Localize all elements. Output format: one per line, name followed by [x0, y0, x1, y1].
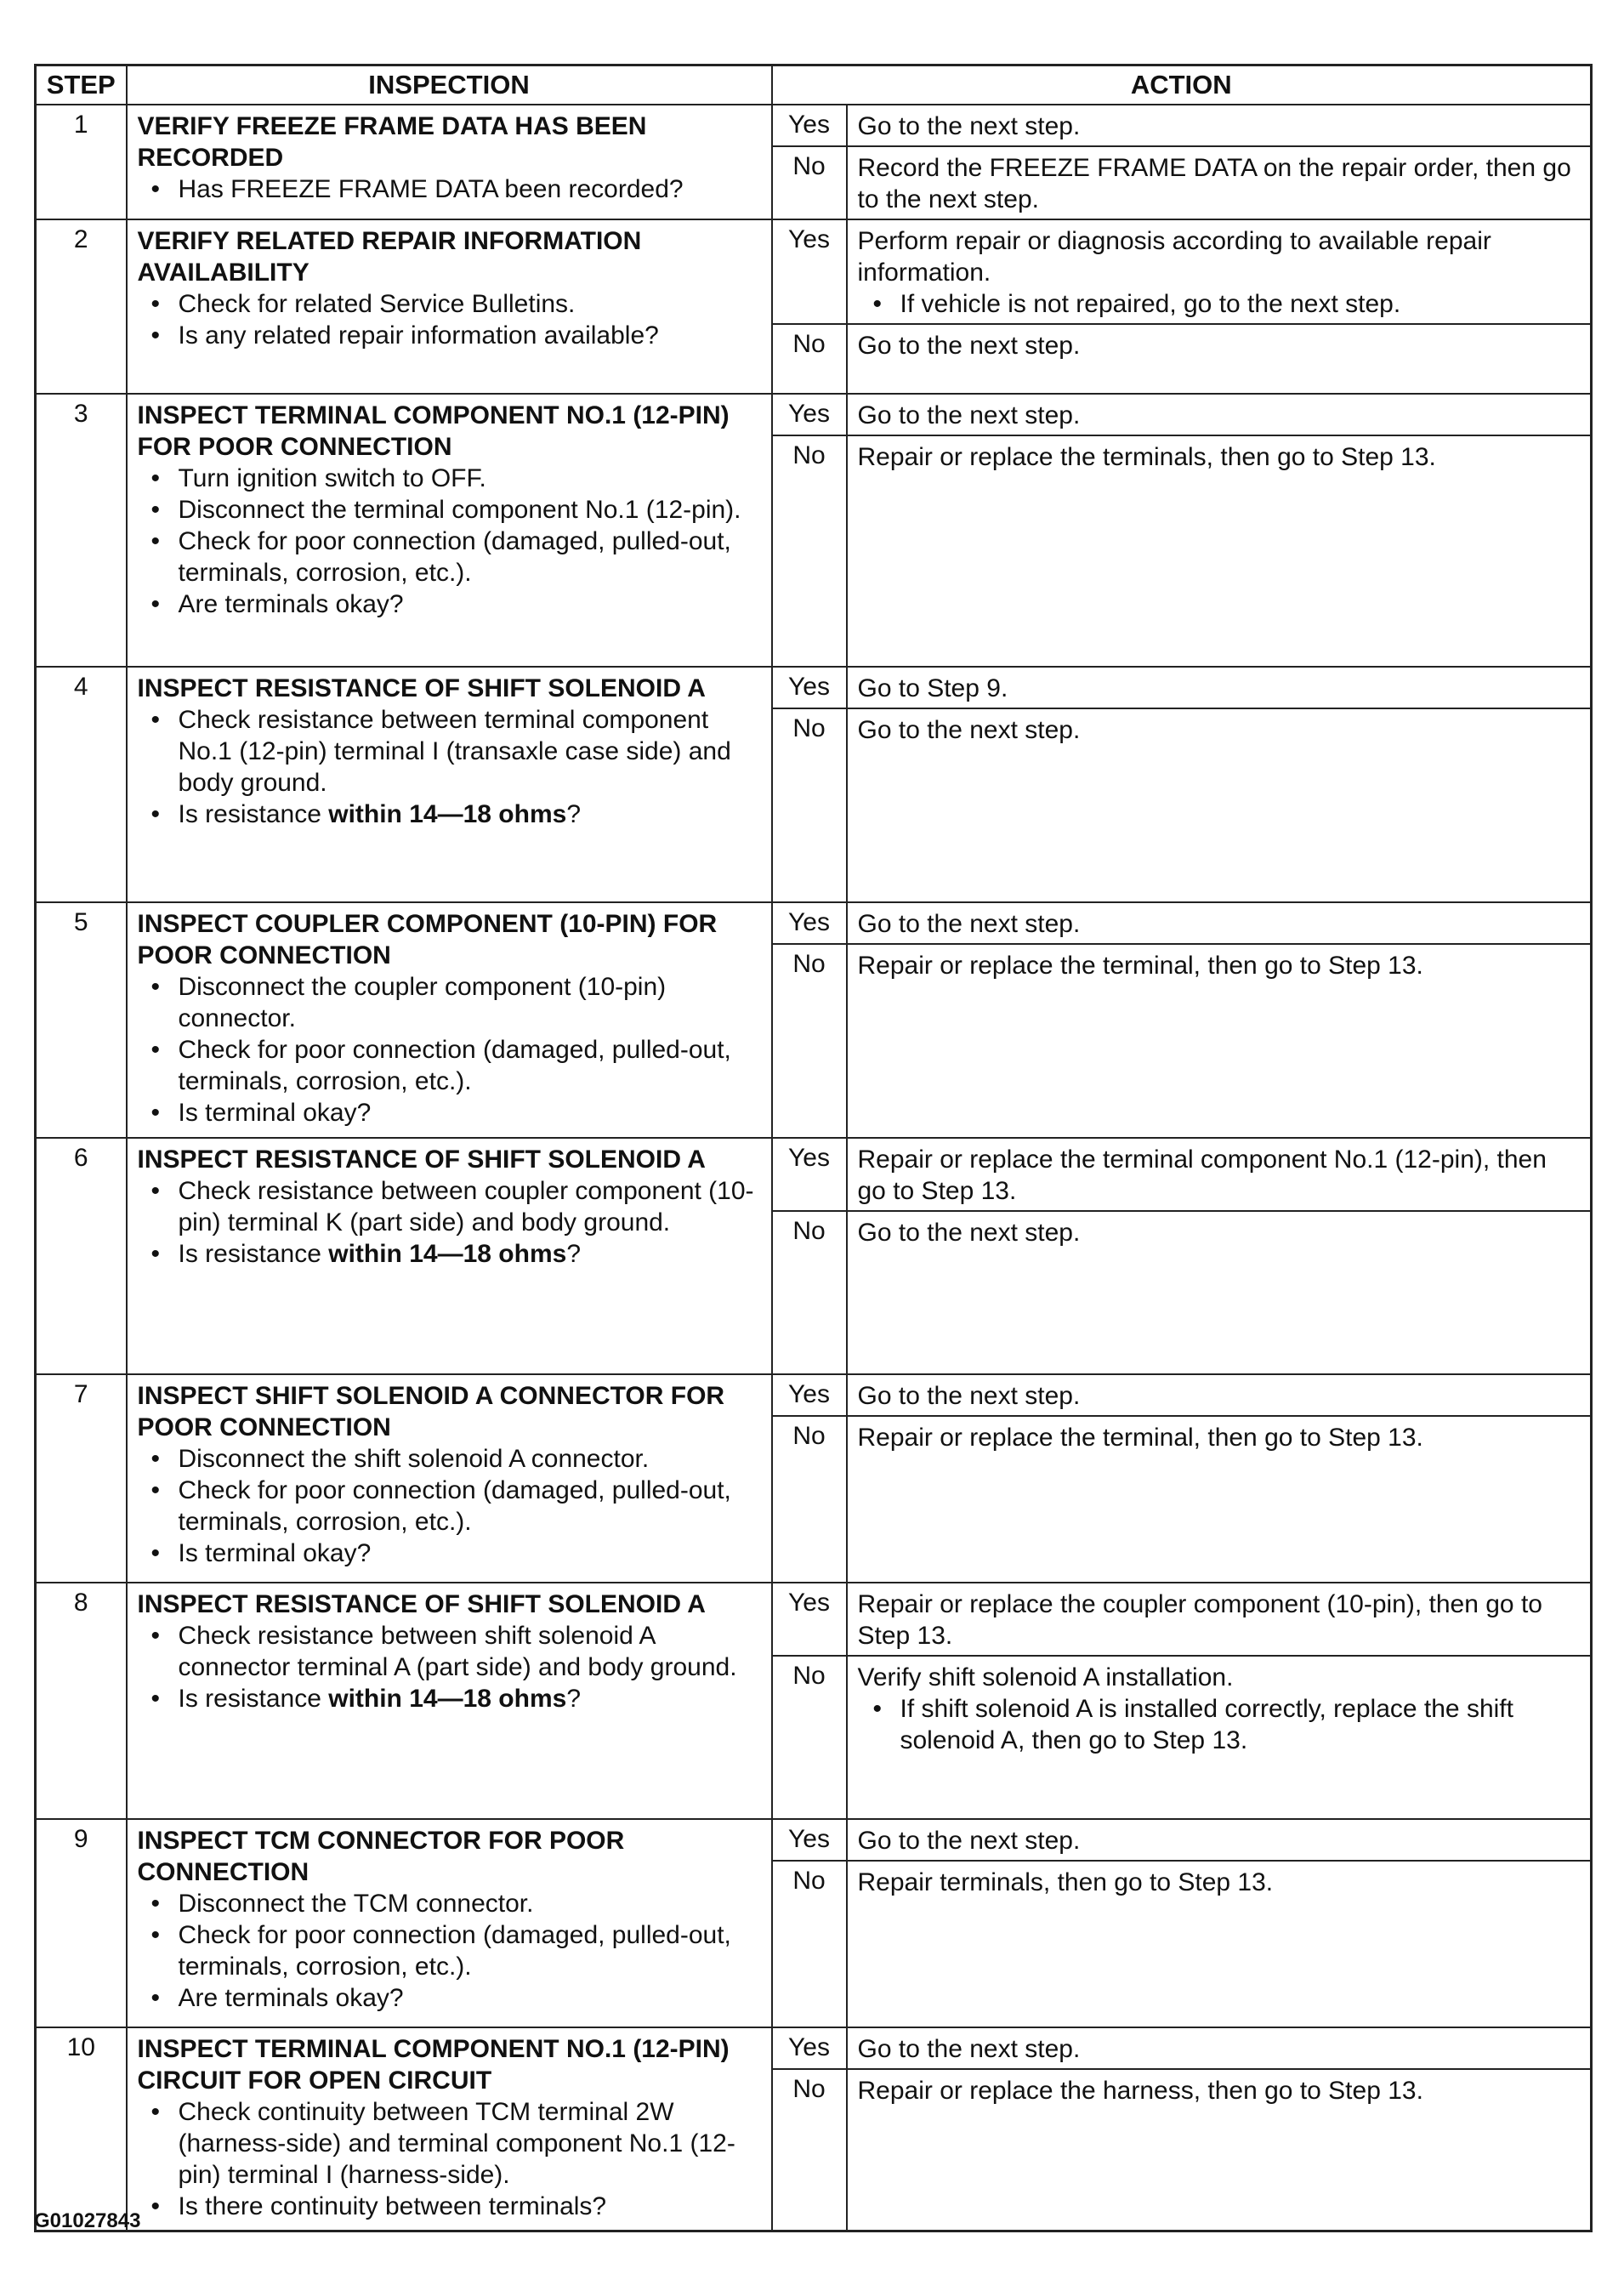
inspection-bullets	[138, 1443, 763, 1569]
inspection-bullets	[138, 173, 763, 205]
bullet-text: Turn ignition switch to OFF.	[178, 464, 486, 492]
inspection-title: INSPECT TERMINAL COMPONENT NO.1 (12-PIN) FOR POOR CONNECTION	[137, 401, 730, 461]
action-text: Go to the next step.	[857, 332, 1081, 360]
answer-yes: Yes	[772, 902, 847, 944]
table-row	[36, 2027, 1592, 2069]
action-text: Go to the next step.	[857, 1219, 1081, 1247]
inspection-bullet	[138, 1982, 763, 2014]
table-row	[36, 105, 1592, 146]
action-yes	[847, 1819, 1592, 1861]
inspection-cell	[127, 667, 772, 902]
inspection-bullet	[138, 1097, 763, 1128]
step-number: 9	[36, 1819, 127, 2027]
action-no	[847, 1656, 1592, 1819]
inspection-title: VERIFY FREEZE FRAME DATA HAS BEEN RECORDED	[137, 112, 647, 172]
inspection-cell	[127, 394, 772, 667]
inspection-title: INSPECT TCM CONNECTOR FOR POOR CONNECTION	[137, 1827, 625, 1886]
inspection-bullet	[138, 1443, 763, 1475]
action-yes	[847, 219, 1592, 324]
action-no	[847, 1416, 1592, 1583]
action-text: Repair or replace the terminals, then go to Step 13.	[857, 443, 1436, 471]
action-text: Perform repair or diagnosis according to available repair information.	[857, 227, 1491, 287]
bullet-text: Check for poor connection (damaged, pulled-out, terminals, corrosion, etc.).	[178, 1921, 731, 1981]
answer-yes: Yes	[772, 219, 847, 324]
action-text: Go to the next step.	[857, 401, 1081, 429]
action-yes	[847, 1583, 1592, 1656]
inspection-bullet	[138, 173, 763, 205]
answer-yes: Yes	[772, 105, 847, 146]
inspection-title: VERIFY RELATED REPAIR INFORMATION AVAILABILITY	[137, 227, 642, 287]
inspection-bullet	[138, 1475, 763, 1538]
answer-yes: Yes	[772, 2027, 847, 2069]
action-yes	[847, 394, 1592, 435]
answer-no: No	[772, 1656, 847, 1819]
bullet-text: Check resistance between terminal component No.1 (12-pin) terminal I (transaxle case side) and body ground.	[178, 706, 731, 797]
inspection-cell	[127, 219, 772, 394]
inspection-title: INSPECT SHIFT SOLENOID A CONNECTOR FOR POOR CONNECTION	[137, 1382, 725, 1441]
bullet-text: Check continuity between TCM terminal 2W (harness-side) and terminal component No.1 (12-pin) terminal I (harness-side).	[178, 2098, 735, 2189]
bullet-suffix: ?	[566, 1685, 581, 1713]
bullet-text: Disconnect the TCM connector.	[178, 1890, 534, 1918]
inspection-title: INSPECT RESISTANCE OF SHIFT SOLENOID A	[137, 1590, 706, 1618]
inspection-bullets	[138, 971, 763, 1128]
bullet-suffix: ?	[566, 800, 581, 828]
inspection-cell	[127, 2027, 772, 2231]
bullet-text: Check resistance between coupler component (10-pin) terminal K (part side) and body ground.	[178, 1177, 754, 1236]
bullet-text: Is terminal okay?	[178, 1099, 372, 1127]
inspection-bullet	[138, 1175, 763, 1238]
action-text: Go to the next step.	[857, 2035, 1081, 2063]
answer-no: No	[772, 1211, 847, 1374]
inspection-bullets	[138, 1620, 763, 1714]
bullet-text: Is any related repair information available?	[178, 321, 659, 350]
action-bullets	[858, 288, 1582, 320]
table-row	[36, 1374, 1592, 1416]
action-no	[847, 944, 1592, 1138]
action-text: Record the FREEZE FRAME DATA on the repair order, then go to the next step.	[857, 154, 1571, 213]
step-number: 7	[36, 1374, 127, 1583]
inspection-bullet	[138, 1238, 763, 1270]
header-step: STEP	[36, 65, 127, 105]
table-row	[36, 1819, 1592, 1861]
inspection-cell	[127, 105, 772, 219]
action-text: Go to the next step.	[857, 716, 1081, 744]
inspection-bullet	[138, 288, 763, 320]
answer-yes: Yes	[772, 1374, 847, 1416]
table-row	[36, 667, 1592, 708]
bullet-emphasis: within 14—18 ohms	[328, 1240, 567, 1268]
action-yes	[847, 105, 1592, 146]
action-text: Go to Step 9.	[857, 674, 1008, 702]
answer-no: No	[772, 1861, 847, 2027]
table-row	[36, 902, 1592, 944]
inspection-bullet	[138, 1919, 763, 1982]
step-number: 6	[36, 1138, 127, 1374]
bullet-text: Disconnect the shift solenoid A connector.	[178, 1445, 650, 1473]
bullet-text: Is terminal okay?	[178, 1539, 372, 1567]
action-text: Repair or replace the coupler component (10-pin), then go to Step 13.	[857, 1590, 1542, 1650]
inspection-bullets	[138, 2096, 763, 2222]
bullet-text: Is resistance	[178, 1685, 329, 1713]
inspection-bullet	[138, 588, 763, 620]
inspection-bullet	[138, 463, 763, 494]
action-yes	[847, 667, 1592, 708]
step-number: 5	[36, 902, 127, 1138]
answer-yes: Yes	[772, 1583, 847, 1656]
inspection-title: INSPECT COUPLER COMPONENT (10-PIN) FOR POOR CONNECTION	[137, 910, 718, 969]
answer-no: No	[772, 708, 847, 902]
bullet-text: Check resistance between shift solenoid A connector terminal A (part side) and body ground.	[178, 1622, 737, 1681]
bullet-text: Are terminals okay?	[178, 590, 404, 618]
bullet-text: Check for related Service Bulletins.	[178, 290, 576, 318]
action-no	[847, 1861, 1592, 2027]
bullet-text: Check for poor connection (damaged, pulled-out, terminals, corrosion, etc.).	[178, 1036, 731, 1095]
action-text: Go to the next step.	[857, 1382, 1081, 1410]
inspection-bullet	[138, 1034, 763, 1097]
action-no	[847, 2069, 1592, 2231]
answer-no: No	[772, 2069, 847, 2231]
bullet-suffix: ?	[566, 1240, 581, 1268]
action-no	[847, 435, 1592, 667]
inspection-cell	[127, 1138, 772, 1374]
action-text: Go to the next step.	[857, 112, 1081, 140]
bullet-text: Is resistance	[178, 1240, 329, 1268]
answer-yes: Yes	[772, 1138, 847, 1211]
table-row	[36, 394, 1592, 435]
inspection-bullets	[138, 704, 763, 830]
action-yes	[847, 2027, 1592, 2069]
bullet-text: Is there continuity between terminals?	[178, 2192, 607, 2220]
bullet-text: Are terminals okay?	[178, 1984, 404, 2012]
bullet-text: Disconnect the terminal component No.1 (12-pin).	[178, 496, 741, 524]
answer-no: No	[772, 146, 847, 219]
answer-no: No	[772, 1416, 847, 1583]
action-no	[847, 324, 1592, 394]
action-text: Repair or replace the harness, then go to Step 13.	[857, 2077, 1423, 2105]
answer-no: No	[772, 435, 847, 667]
inspection-title: INSPECT RESISTANCE OF SHIFT SOLENOID A	[137, 674, 706, 702]
action-yes	[847, 1138, 1592, 1211]
step-number: 4	[36, 667, 127, 902]
action-yes	[847, 1374, 1592, 1416]
bullet-text: Check for poor connection (damaged, pulled-out, terminals, corrosion, etc.).	[178, 527, 731, 587]
bullet-text: Is resistance	[178, 800, 329, 828]
bullet-text: Check for poor connection (damaged, pulled-out, terminals, corrosion, etc.).	[178, 1476, 731, 1536]
inspection-cell	[127, 1374, 772, 1583]
action-text: Repair terminals, then go to Step 13.	[857, 1868, 1274, 1896]
action-no	[847, 146, 1592, 219]
inspection-bullet	[138, 494, 763, 526]
inspection-cell	[127, 1583, 772, 1819]
inspection-bullets	[138, 288, 763, 351]
table-row	[36, 219, 1592, 324]
inspection-bullet	[138, 1620, 763, 1683]
answer-yes: Yes	[772, 1819, 847, 1861]
inspection-bullets	[138, 1888, 763, 2014]
inspection-bullet	[138, 2191, 763, 2222]
table-row	[36, 1583, 1592, 1656]
inspection-title: INSPECT RESISTANCE OF SHIFT SOLENOID A	[137, 1146, 706, 1174]
figure-code: G01027843	[34, 2209, 141, 2232]
answer-no: No	[772, 944, 847, 1138]
action-text: Repair or replace the terminal, then go to Step 13.	[857, 952, 1423, 980]
action-text: Go to the next step.	[857, 1827, 1081, 1855]
inspection-title: INSPECT TERMINAL COMPONENT NO.1 (12-PIN) CIRCUIT FOR OPEN CIRCUIT	[137, 2035, 730, 2095]
step-number: 1	[36, 105, 127, 219]
header-inspection: INSPECTION	[127, 65, 772, 105]
table-row	[36, 1138, 1592, 1211]
action-bullets	[858, 1693, 1582, 1756]
bullet-text: Disconnect the coupler component (10-pin) connector.	[178, 973, 667, 1032]
inspection-bullet	[138, 1683, 763, 1714]
action-yes	[847, 902, 1592, 944]
inspection-cell	[127, 1819, 772, 2027]
answer-yes: Yes	[772, 394, 847, 435]
bullet-emphasis: within 14—18 ohms	[328, 800, 567, 828]
step-number: 10	[36, 2027, 127, 2231]
inspection-cell	[127, 902, 772, 1138]
action-no	[847, 1211, 1592, 1374]
table-body	[36, 105, 1592, 2231]
header-action: ACTION	[772, 65, 1592, 105]
bullet-emphasis: within 14—18 ohms	[328, 1685, 567, 1713]
answer-yes: Yes	[772, 667, 847, 708]
action-text: Go to the next step.	[857, 910, 1081, 938]
bullet-text: Has FREEZE FRAME DATA been recorded?	[178, 175, 684, 203]
action-bullet: • If vehicle is not repaired, go to the next step.	[858, 288, 1582, 320]
diagnostic-table	[34, 64, 1593, 2232]
header-row	[36, 65, 1592, 105]
step-number: 8	[36, 1583, 127, 1819]
inspection-bullet	[138, 1538, 763, 1569]
action-text: Repair or replace the terminal component No.1 (12-pin), then go to Step 13.	[857, 1146, 1547, 1205]
inspection-bullet	[138, 320, 763, 351]
inspection-bullets	[138, 1175, 763, 1270]
answer-no: No	[772, 324, 847, 394]
action-text: Verify shift solenoid A installation.	[857, 1663, 1234, 1691]
action-bullet: • If shift solenoid A is installed correctly, replace the shift solenoid A, then go to Step 13.	[858, 1693, 1582, 1756]
action-no	[847, 708, 1592, 902]
inspection-bullet	[138, 1888, 763, 1919]
inspection-bullet	[138, 971, 763, 1034]
inspection-bullet	[138, 526, 763, 588]
inspection-bullet	[138, 704, 763, 799]
step-number: 2	[36, 219, 127, 394]
action-text: Repair or replace the terminal, then go to Step 13.	[857, 1424, 1423, 1452]
inspection-bullets	[138, 463, 763, 620]
inspection-bullet	[138, 799, 763, 830]
inspection-bullet	[138, 2096, 763, 2191]
step-number: 3	[36, 394, 127, 667]
